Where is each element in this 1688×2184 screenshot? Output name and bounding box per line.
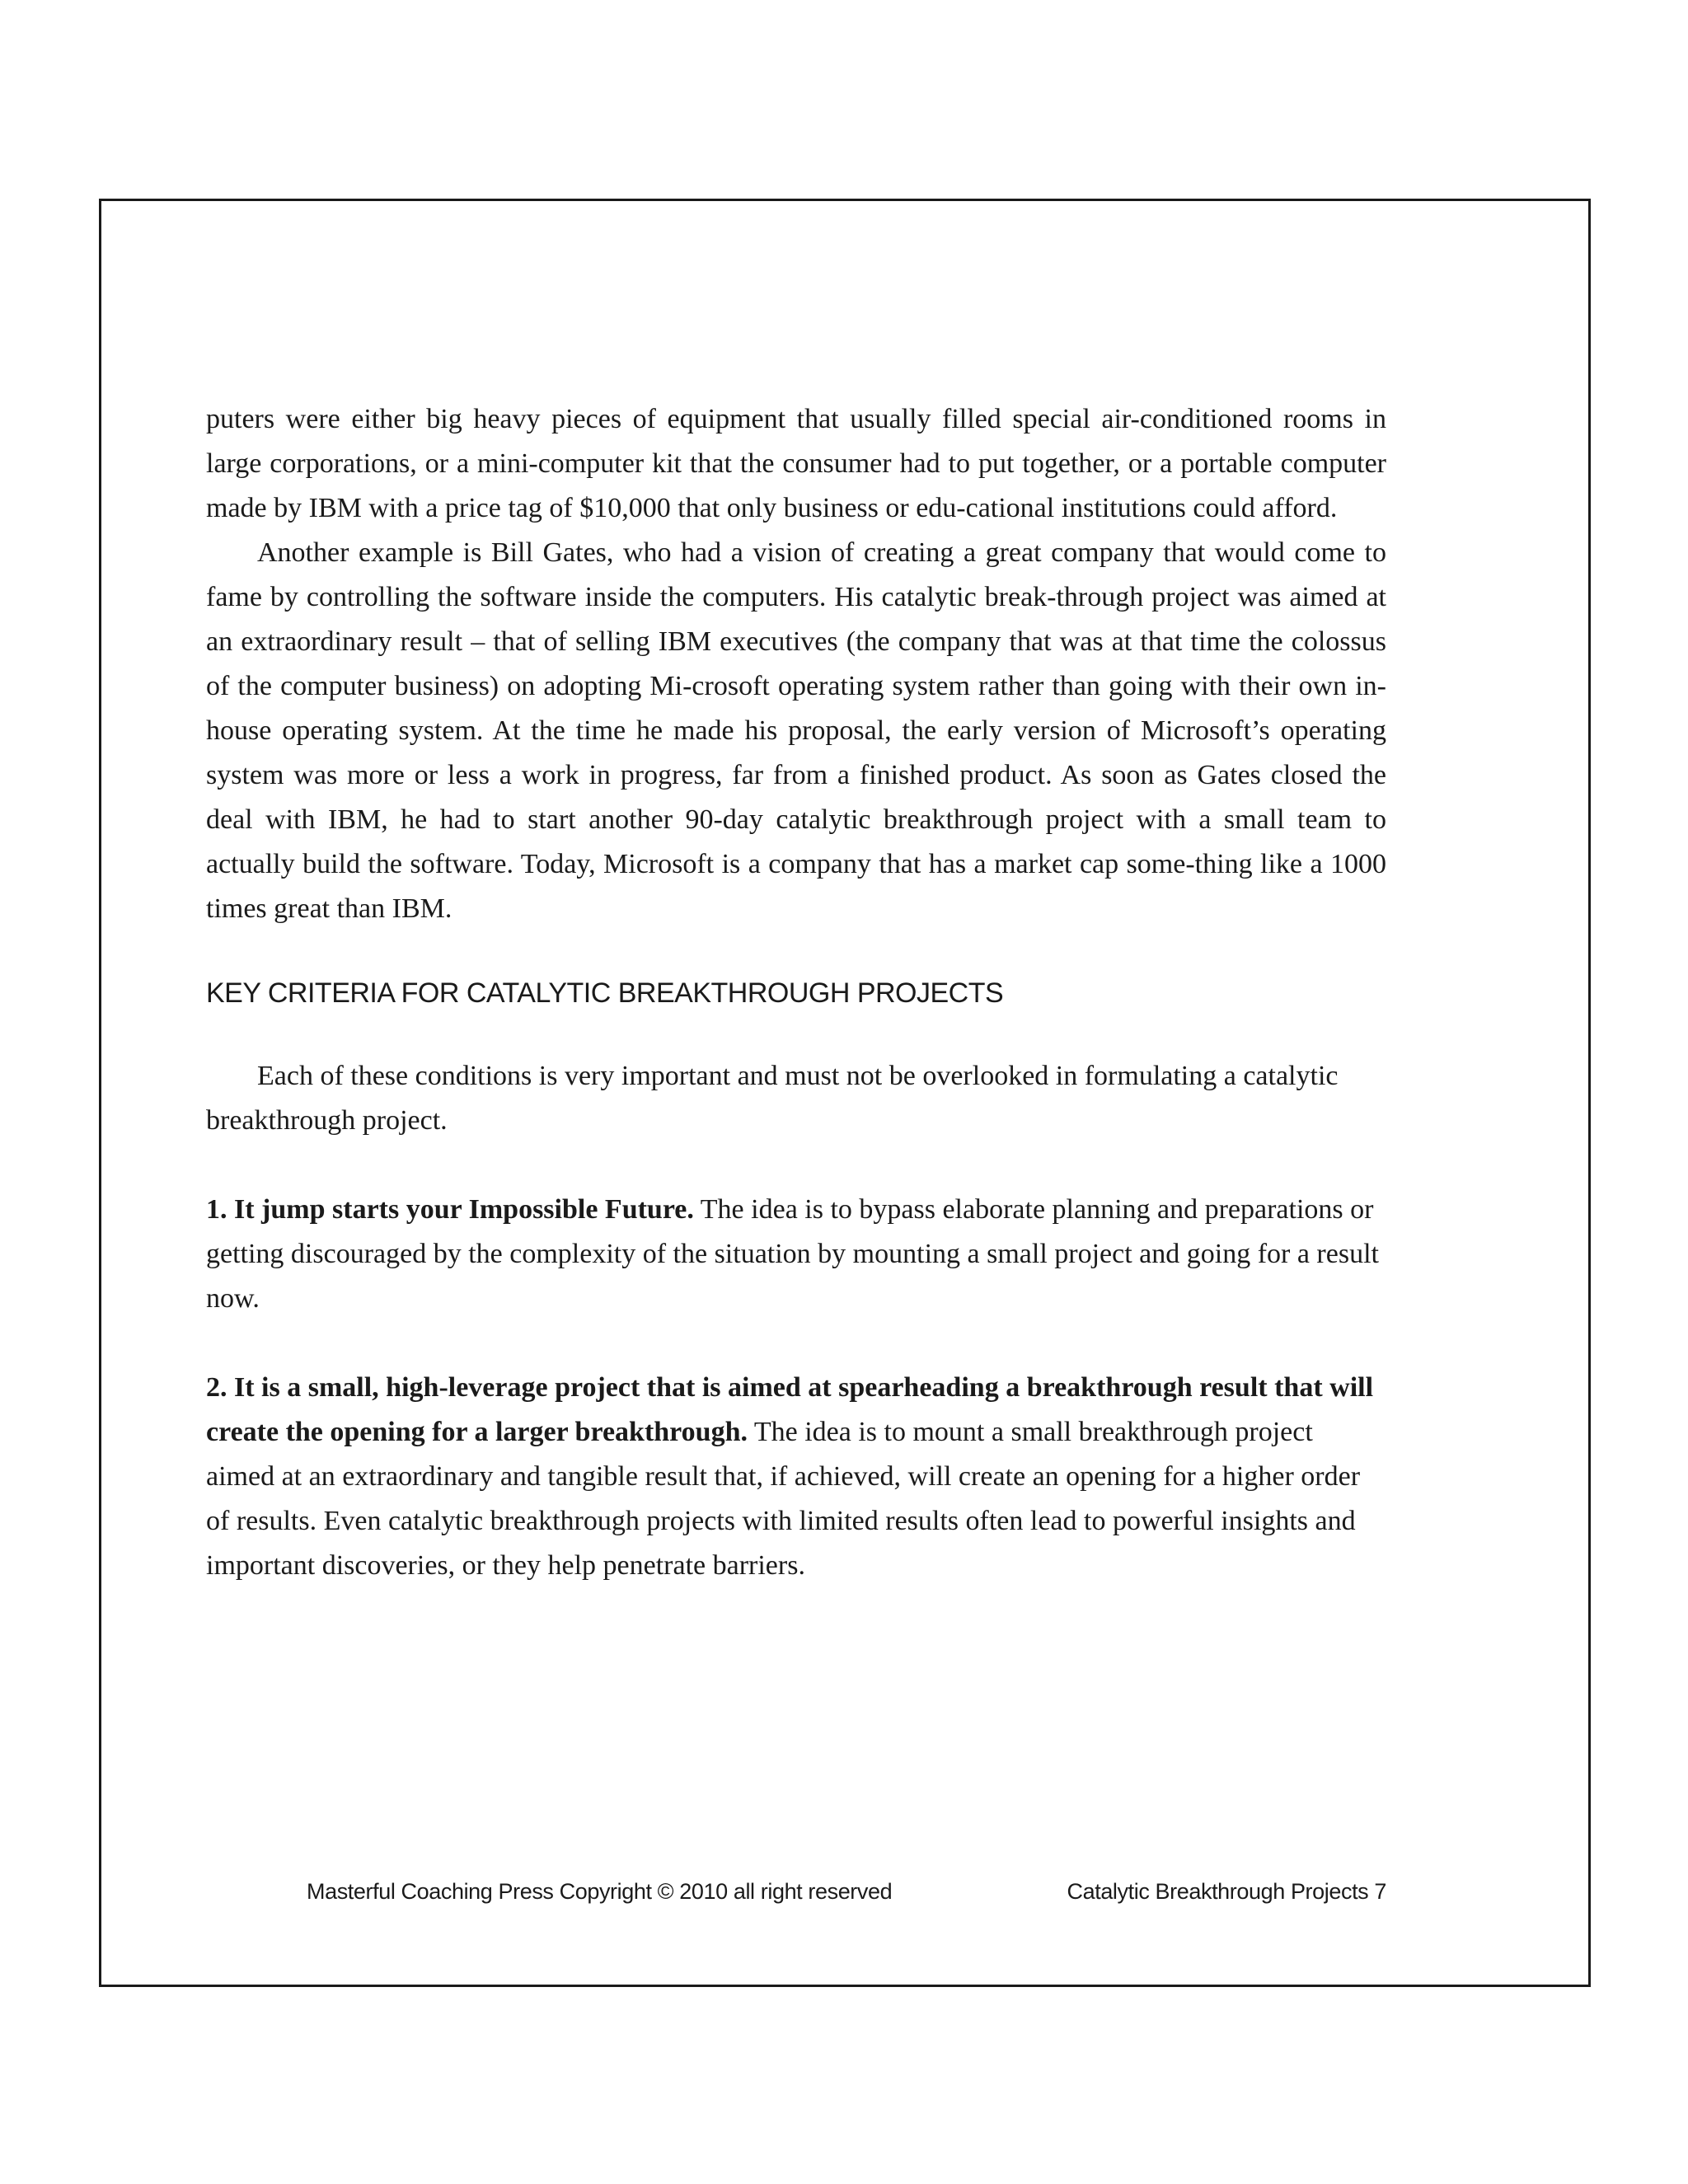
criterion-1 [206, 1188, 1386, 1321]
spacer [206, 1143, 1386, 1188]
criterion-2 [206, 1366, 1386, 1588]
paragraph-conditions: Each of these conditions is very important and must not be overlooked in formulating a catalytic breakthrough project. [206, 1061, 1339, 1136]
criterion-2-text: The idea is to mount a small breakthrough project aimed at an extraordinary and tangible result that, if achieved, will create an opening for a higher order of results. Even catalytic breakthrough projects with limited results often lead to powerful insights and important discoveries, or they help penetrate barriers. [206, 1417, 1361, 1581]
criterion-2-lead: 2. It is a small, high-leverage project that is aimed at spearheading a breakthrough result that will create the opening for a larger breakthrough. [206, 1372, 1374, 1447]
paragraph-computers: puters were either big heavy pieces of equipment that usually filled special air-conditioned rooms in large corporations, or a mini-computer kit that the consumer had to put together, or a portable computer made by IBM with a price tag of $10,000 that only business or edu-cational institutions could afford. [206, 404, 1386, 523]
section-heading: KEY CRITERIA FOR CATALYTIC BREAKTHROUGH PROJECTS [206, 977, 1004, 1009]
spacer [206, 1321, 1386, 1366]
paragraph-bill-gates: Another example is Bill Gates, who had a vision of creating a great company that would come to fame by controlling the software inside the computers. His catalytic break-through project was aimed at an extraordinary result – that of selling IBM executives (the company that was at that time the colossus of the computer business) on adopting Mi-crosoft operating system rather than going with their own in-house operating system. At the time he made his proposal, the early version of Microsoft’s operating system was more or less a work in progress, far from a finished product. As soon as Gates closed the deal with IBM, he had to start another 90-day catalytic breakthrough project with a small team to actually build the software. Today, Microsoft is a company that has a market cap some-thing like a 1000 times great than IBM. [206, 537, 1386, 924]
criterion-1-text: The idea is to bypass elaborate planning and preparations or getting discouraged by the complexity of the situation by mounting a small project and going for a result now. [206, 1194, 1379, 1314]
footer-copyright: Masterful Coaching Press Copyright © 2010 all right reserved [307, 1879, 893, 1904]
footer-page-title: Catalytic Breakthrough Projects 7 [1067, 1879, 1386, 1904]
criterion-1-lead: 1. It jump starts your Impossible Future. [206, 1194, 694, 1225]
page-content [206, 397, 1386, 1588]
